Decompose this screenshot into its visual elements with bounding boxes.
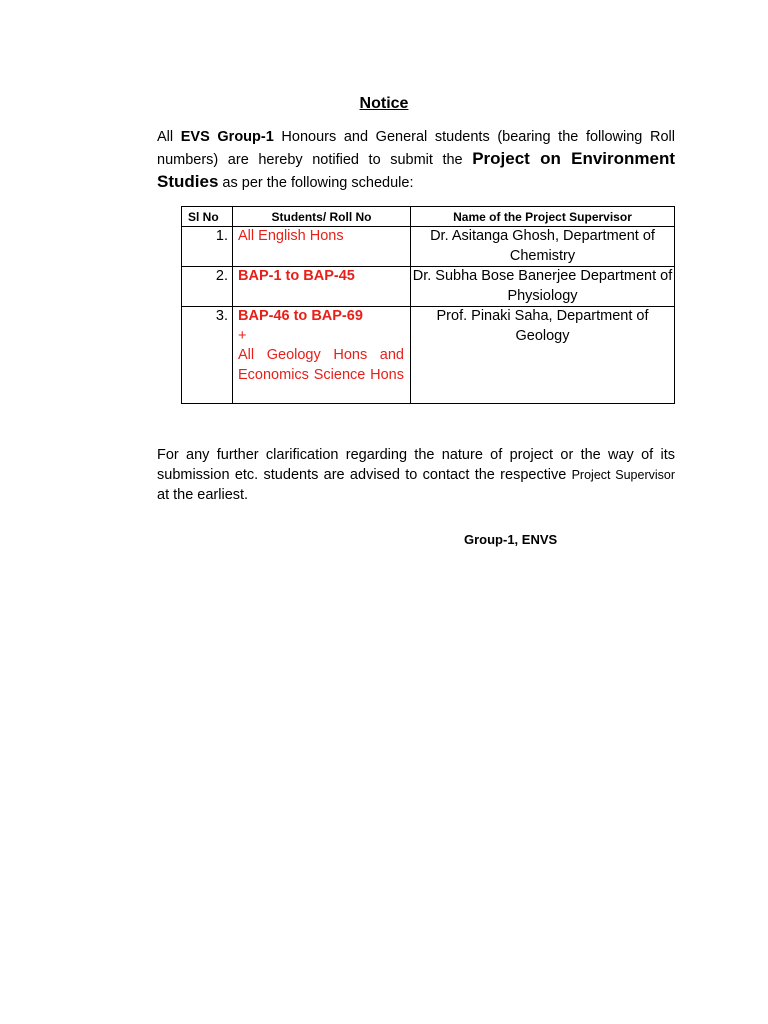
row-sl: 1. <box>182 227 233 267</box>
row-students: BAP-1 to BAP-45 <box>233 267 411 307</box>
intro-text-1: All <box>157 129 181 145</box>
table-row <box>182 227 675 267</box>
signature: Group-1, ENVS <box>464 532 558 547</box>
intro-project: Project on Environment Studies <box>157 149 676 191</box>
outro-text-1: For any further clarification regarding the nature of project or the way of its submission etc. students are advised to contact the respective <box>157 447 675 483</box>
intro-group: EVS Group-1 <box>180 129 274 145</box>
row-students-rest: All Geology Hons and Economics Science Hons <box>238 347 404 383</box>
outro-supervisor: Project Supervisor <box>571 468 676 482</box>
row-students: All English Hons <box>233 227 411 267</box>
header-sl-no: Sl No <box>182 207 233 227</box>
row-sl: 2. <box>182 267 233 307</box>
table-header-row <box>182 207 675 227</box>
row-supervisor: Dr. Subha Bose Banerjee Department of Physiology <box>411 267 675 307</box>
row-students-range: BAP-46 to BAP-69 <box>238 308 363 324</box>
intro-paragraph <box>157 127 675 194</box>
notice-title: Notice <box>359 95 409 112</box>
schedule-table <box>181 206 675 404</box>
header-students: Students/ Roll No <box>233 207 411 227</box>
row-sl: 3. <box>182 307 233 404</box>
row-students-plus: + <box>238 327 247 344</box>
header-supervisor: Name of the Project Supervisor <box>411 207 675 227</box>
table-row <box>182 307 675 404</box>
outro-paragraph <box>157 445 675 505</box>
outro-text-2: at the earliest. <box>157 487 249 503</box>
row-students <box>233 307 411 404</box>
intro-text-3: as per the following schedule: <box>218 175 414 191</box>
intro-text-2: Honours and General students (bearing the following Roll numbers) are hereby notified to submit the <box>157 129 675 168</box>
row-supervisor: Dr. Asitanga Ghosh, Department of Chemistry <box>411 227 675 267</box>
table-row <box>182 267 675 307</box>
row-supervisor: Prof. Pinaki Saha, Department of Geology <box>411 307 675 404</box>
